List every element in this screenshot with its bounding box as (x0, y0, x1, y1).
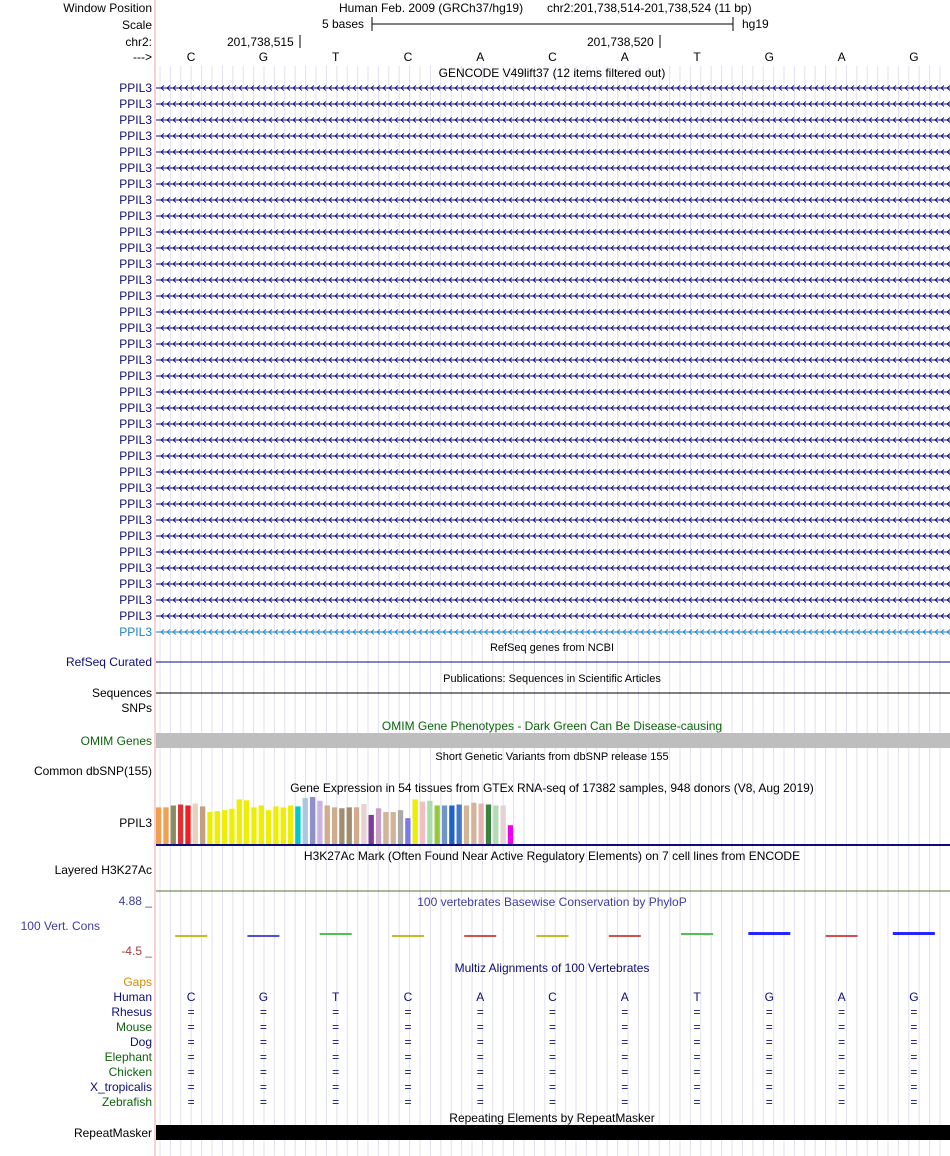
multiz-match: = (838, 1020, 846, 1034)
gtex-tissue-bar (361, 804, 366, 844)
gencode-transcript-label[interactable]: PPIL3 (119, 257, 152, 271)
multiz-match: = (621, 1065, 629, 1079)
repeatmasker-track-label[interactable]: RepeatMasker (73, 1126, 152, 1140)
gtex-tissue-bar (178, 805, 183, 844)
gencode-transcript-label[interactable]: PPIL3 (119, 113, 152, 127)
multiz-match: = (621, 1050, 629, 1064)
base-letter: C (186, 50, 196, 64)
multiz-match: = (476, 1005, 484, 1019)
gtex-tissue-bar (442, 805, 447, 844)
gtex-tissue-bar (222, 810, 227, 844)
base-letter: G (909, 50, 919, 64)
gtex-tissue-bar (376, 808, 381, 844)
gtex-tissue-bar (281, 807, 286, 844)
multiz-match: = (765, 1005, 773, 1019)
gtex-tissue-bar (171, 805, 176, 844)
multiz-species-label[interactable]: Chicken (108, 1065, 152, 1079)
gencode-transcript-label[interactable]: PPIL3 (119, 81, 152, 95)
gencode-transcript-label[interactable]: PPIL3 (119, 593, 152, 607)
gencode-transcript-label[interactable]: PPIL3 (119, 465, 152, 479)
multiz-match: = (404, 1020, 412, 1034)
gencode-transcript-label[interactable]: PPIL3 (119, 401, 152, 415)
multiz-base: T (693, 990, 701, 1004)
multiz-match: = (404, 1050, 412, 1064)
multiz-base: A (837, 990, 846, 1004)
multiz-match: = (765, 1035, 773, 1049)
gencode-transcript-label[interactable]: PPIL3 (119, 209, 152, 223)
multiz-species-label[interactable]: Mouse (115, 1020, 152, 1034)
phylop-score-bar (681, 933, 713, 935)
gencode-transcript-label[interactable]: PPIL3 (119, 513, 152, 527)
gtex-tissue-bar (508, 825, 513, 844)
multiz-match: = (332, 1020, 340, 1034)
multiz-base: C (548, 990, 557, 1004)
multiz-match: = (332, 1095, 340, 1109)
gencode-transcript-label[interactable]: PPIL3 (119, 417, 152, 431)
base-letter: G (764, 50, 774, 64)
dbsnp-track-label[interactable]: Common dbSNP(155) (33, 764, 152, 778)
multiz-match: = (548, 1020, 556, 1034)
multiz-match: = (910, 1080, 918, 1094)
multiz-match: = (476, 1065, 484, 1079)
gtex-tissue-bar (332, 807, 337, 844)
gtex-tissue-bar (229, 809, 234, 844)
multiz-match: = (765, 1080, 773, 1094)
h3k27ac-track-title[interactable]: H3K27Ac Mark (Often Found Near Active Regulatory Elements) on 7 cell lines from ENCODE (303, 849, 801, 863)
multiz-base: G (764, 990, 774, 1004)
position-range[interactable]: chr2:201,738,514-201,738,524 (11 bp) (547, 1, 752, 15)
gencode-transcript-label[interactable]: PPIL3 (119, 337, 152, 351)
ruler-tick-1-label: 201,738,515 (227, 35, 294, 49)
gtex-tissue-bar (391, 812, 396, 844)
multiz-match: = (187, 1035, 195, 1049)
multiz-match: = (910, 1050, 918, 1064)
gencode-transcript-label[interactable]: PPIL3 (119, 545, 152, 559)
multiz-match: = (404, 1005, 412, 1019)
gencode-transcript-label[interactable]: PPIL3 (119, 193, 152, 207)
multiz-match: = (404, 1035, 412, 1049)
multiz-match: = (693, 1020, 701, 1034)
multiz-match: = (259, 1035, 267, 1049)
gencode-transcript-label[interactable]: PPIL3 (119, 145, 152, 159)
multiz-species-label[interactable]: Dog (129, 1035, 152, 1049)
pubs-snps-label[interactable]: SNPs (121, 701, 152, 715)
gtex-tissue-bar (479, 804, 484, 844)
multiz-base: G (909, 990, 919, 1004)
multiz-match: = (838, 1080, 846, 1094)
gencode-transcript-label[interactable]: PPIL3 (119, 225, 152, 239)
multiz-match: = (765, 1050, 773, 1064)
multiz-match: = (765, 1065, 773, 1079)
multiz-match: = (621, 1035, 629, 1049)
phylop-track-label[interactable]: 100 Vert. Cons (20, 919, 100, 933)
gencode-transcript-label[interactable]: PPIL3 (119, 241, 152, 255)
multiz-match: = (693, 1080, 701, 1094)
multiz-match: = (765, 1095, 773, 1109)
phylop-score-bar (175, 935, 207, 937)
gtex-tissue-bar (266, 810, 271, 844)
multiz-match: = (621, 1005, 629, 1019)
multiz-match: = (548, 1035, 556, 1049)
multiz-base: A (620, 990, 629, 1004)
multiz-match: = (332, 1080, 340, 1094)
multiz-match: = (910, 1005, 918, 1019)
multiz-match: = (187, 1020, 195, 1034)
base-letter: A (476, 50, 485, 64)
gencode-transcript-label[interactable]: PPIL3 (119, 529, 152, 543)
gencode-transcript-label[interactable]: PPIL3 (119, 497, 152, 511)
gtex-tissue-bar (471, 803, 476, 844)
gtex-tissue-bar (449, 805, 454, 844)
gtex-tissue-bar (493, 805, 498, 844)
gtex-tissue-bar (193, 804, 198, 844)
gtex-track-label[interactable]: PPIL3 (119, 816, 152, 830)
ruler-tick-2-label: 201,738,520 (587, 35, 654, 49)
gencode-transcript-label[interactable]: PPIL3 (119, 161, 152, 175)
multiz-match: = (404, 1065, 412, 1079)
base-letter: G (258, 50, 269, 64)
gtex-tissue-bar (457, 805, 462, 844)
phylop-score-bar (748, 932, 790, 935)
gtex-track-title[interactable]: Gene Expression in 54 tissues from GTEx RNA-seq of 17382 samples, 948 donors (V8, Aug 2019) (290, 781, 814, 795)
multiz-match: = (838, 1095, 846, 1109)
multiz-match: = (693, 1050, 701, 1064)
multiz-match: = (838, 1050, 846, 1064)
multiz-match: = (910, 1065, 918, 1079)
gtex-tissue-bar (288, 805, 293, 844)
multiz-match: = (476, 1080, 484, 1094)
gtex-tissue-bar (486, 805, 491, 844)
base-letter: T (332, 50, 340, 64)
refseq-track-title[interactable]: RefSeq genes from NCBI (489, 642, 615, 654)
gtex-tissue-bar (259, 805, 264, 844)
repeatmasker-block (156, 1125, 950, 1140)
multiz-match: = (621, 1080, 629, 1094)
gencode-transcript-label[interactable]: PPIL3 (119, 305, 152, 319)
multiz-match: = (476, 1035, 484, 1049)
base-letter: A (837, 50, 846, 64)
gencode-transcript-label[interactable]: PPIL3 (119, 177, 152, 191)
gtex-tissue-bar (156, 807, 161, 844)
multiz-match: = (693, 1035, 701, 1049)
gtex-tissue-bar (251, 807, 256, 844)
chrom-label: chr2: (125, 35, 152, 49)
gtex-tissue-bar (501, 805, 506, 844)
phylop-max-label: 4.88 _ (118, 894, 152, 908)
multiz-match: = (332, 1065, 340, 1079)
gtex-tissue-bar (295, 806, 300, 844)
gencode-transcript-label[interactable]: PPIL3 (119, 561, 152, 575)
phylop-min-label: -4.5 _ (121, 944, 152, 958)
assembly-label: Human Feb. 2009 (GRCh37/hg19) (339, 1, 524, 15)
multiz-base: T (332, 990, 340, 1004)
multiz-match: = (259, 1050, 267, 1064)
gtex-tissue-bar (369, 815, 374, 844)
phylop-score-bar (537, 935, 569, 937)
multiz-base: C (186, 990, 196, 1004)
gtex-tissue-bar (398, 810, 403, 844)
multiz-match: = (548, 1065, 556, 1079)
multiz-match: = (910, 1035, 918, 1049)
multiz-species-label[interactable]: Elephant (104, 1050, 152, 1064)
omim-track-label[interactable]: OMIM Genes (80, 734, 152, 748)
multiz-match: = (187, 1065, 195, 1079)
gtex-tissue-bar (185, 805, 190, 844)
multiz-base: G (258, 990, 269, 1004)
base-letter: A (620, 50, 629, 64)
gtex-tissue-bar (244, 800, 249, 844)
multiz-match: = (910, 1095, 918, 1109)
gtex-tissue-bar (464, 805, 469, 844)
dbsnp-track-title[interactable]: Short Genetic Variants from dbSNP release 155 (435, 751, 669, 763)
multiz-match: = (259, 1095, 267, 1109)
gtex-tissue-bar (200, 806, 205, 844)
gencode-track-title[interactable]: GENCODE V49lift37 (12 items filtered out) (438, 66, 666, 80)
multiz-match: = (332, 1050, 340, 1064)
gencode-transcript-label[interactable]: PPIL3 (119, 369, 152, 383)
phylop-score-bar (893, 932, 935, 935)
gtex-tissue-bar (163, 807, 168, 844)
multiz-match: = (259, 1080, 267, 1094)
multiz-match: = (187, 1080, 195, 1094)
gencode-transcript-label[interactable]: PPIL3 (119, 97, 152, 111)
multiz-match: = (910, 1020, 918, 1034)
scale-db: hg19 (742, 17, 769, 31)
gencode-transcript-label[interactable]: PPIL3 (119, 385, 152, 399)
base-letter: C (548, 50, 557, 64)
gtex-tissue-bar (317, 801, 322, 844)
omim-gene-block (156, 733, 950, 748)
scale-text: 5 bases (322, 17, 365, 31)
gtex-tissue-bar (207, 812, 212, 844)
multiz-match: = (476, 1020, 484, 1034)
gencode-transcript-label[interactable]: PPIL3 (119, 433, 152, 447)
gencode-transcript-label[interactable]: PPIL3 (119, 289, 152, 303)
multiz-match: = (187, 1050, 195, 1064)
gtex-tissue-bar (427, 801, 432, 844)
pubs-sequences-label[interactable]: Sequences (91, 686, 152, 700)
multiz-match: = (476, 1050, 484, 1064)
multiz-match: = (548, 1080, 556, 1094)
gtex-tissue-bar (339, 808, 344, 844)
pubs-track-title[interactable]: Publications: Sequences in Scientific Articles (443, 673, 661, 685)
gtex-tissue-bar (310, 797, 315, 844)
multiz-match: = (621, 1095, 629, 1109)
scale-label: Scale (121, 18, 152, 32)
multiz-track-title[interactable]: Multiz Alignments of 100 Vertebrates (454, 961, 650, 975)
phylop-score-bar (320, 933, 352, 935)
multiz-match: = (765, 1020, 773, 1034)
multiz-match: = (332, 1035, 340, 1049)
phylop-score-bar (392, 935, 424, 937)
multiz-match: = (548, 1005, 556, 1019)
phylop-score-bar (609, 935, 641, 937)
phylop-score-bar (826, 935, 858, 937)
gtex-tissue-bar (383, 812, 388, 844)
multiz-match: = (259, 1065, 267, 1079)
multiz-match: = (548, 1050, 556, 1064)
multiz-species-label[interactable]: X_tropicalis (89, 1080, 152, 1094)
phylop-score-bar (464, 935, 496, 937)
multiz-match: = (259, 1005, 267, 1019)
multiz-match: = (693, 1005, 701, 1019)
gtex-tissue-bar (215, 811, 220, 844)
multiz-match: = (404, 1080, 412, 1094)
gencode-transcript-label[interactable]: PPIL3 (119, 577, 152, 591)
multiz-match: = (838, 1065, 846, 1079)
gaps-track-label[interactable]: Gaps (123, 975, 152, 989)
gencode-transcript-label[interactable]: PPIL3 (119, 625, 152, 639)
multiz-match: = (187, 1095, 195, 1109)
phylop-score-bar (247, 935, 279, 937)
multiz-species-label[interactable]: Zebrafish (101, 1095, 152, 1109)
multiz-match: = (693, 1095, 701, 1109)
gtex-tissue-bar (413, 799, 418, 844)
phylop-track-title[interactable]: 100 vertebrates Basewise Conservation by PhyloP (417, 895, 687, 909)
omim-track-title[interactable]: OMIM Gene Phenotypes - Dark Green Can Be Disease-causing (381, 719, 723, 733)
gtex-tissue-bar (347, 807, 352, 844)
gtex-tissue-bar (405, 818, 410, 844)
gencode-transcript-label[interactable]: PPIL3 (119, 481, 152, 495)
gtex-tissue-bar (273, 806, 278, 844)
gtex-tissue-bar (237, 799, 242, 844)
gtex-tissue-bar (325, 805, 330, 844)
multiz-match: = (693, 1065, 701, 1079)
multiz-match: = (838, 1005, 846, 1019)
gtex-tissue-bar (435, 805, 440, 844)
gencode-transcript-label[interactable]: PPIL3 (119, 129, 152, 143)
base-letter: T (693, 50, 701, 64)
strand-arrow-label: ---> (133, 50, 152, 64)
gencode-transcript-label[interactable]: PPIL3 (119, 321, 152, 335)
gtex-tissue-bar (420, 802, 425, 844)
gencode-transcript-label[interactable]: PPIL3 (119, 449, 152, 463)
multiz-match: = (548, 1095, 556, 1109)
gencode-transcript-label[interactable]: PPIL3 (119, 273, 152, 287)
multiz-match: = (259, 1020, 267, 1034)
multiz-match: = (187, 1005, 195, 1019)
multiz-match: = (476, 1095, 484, 1109)
multiz-match: = (332, 1005, 340, 1019)
repeatmasker-track-title[interactable]: Repeating Elements by RepeatMasker (449, 1111, 655, 1125)
gencode-transcript-label[interactable]: PPIL3 (119, 353, 152, 367)
h3k27ac-track-label[interactable]: Layered H3K27Ac (54, 863, 152, 877)
multiz-base: A (476, 990, 485, 1004)
refseq-track-label[interactable]: RefSeq Curated (65, 655, 152, 669)
multiz-species-label[interactable]: Rhesus (111, 1005, 152, 1019)
window-position-label: Window Position (63, 1, 152, 15)
multiz-match: = (621, 1020, 629, 1034)
multiz-match: = (838, 1035, 846, 1049)
multiz-species-label[interactable]: Human (113, 990, 152, 1004)
multiz-match: = (404, 1095, 412, 1109)
gtex-tissue-bar (303, 798, 308, 844)
base-letter: C (403, 50, 413, 64)
gtex-tissue-bar (354, 807, 359, 844)
multiz-base: C (403, 990, 413, 1004)
gencode-transcript-label[interactable]: PPIL3 (119, 609, 152, 623)
